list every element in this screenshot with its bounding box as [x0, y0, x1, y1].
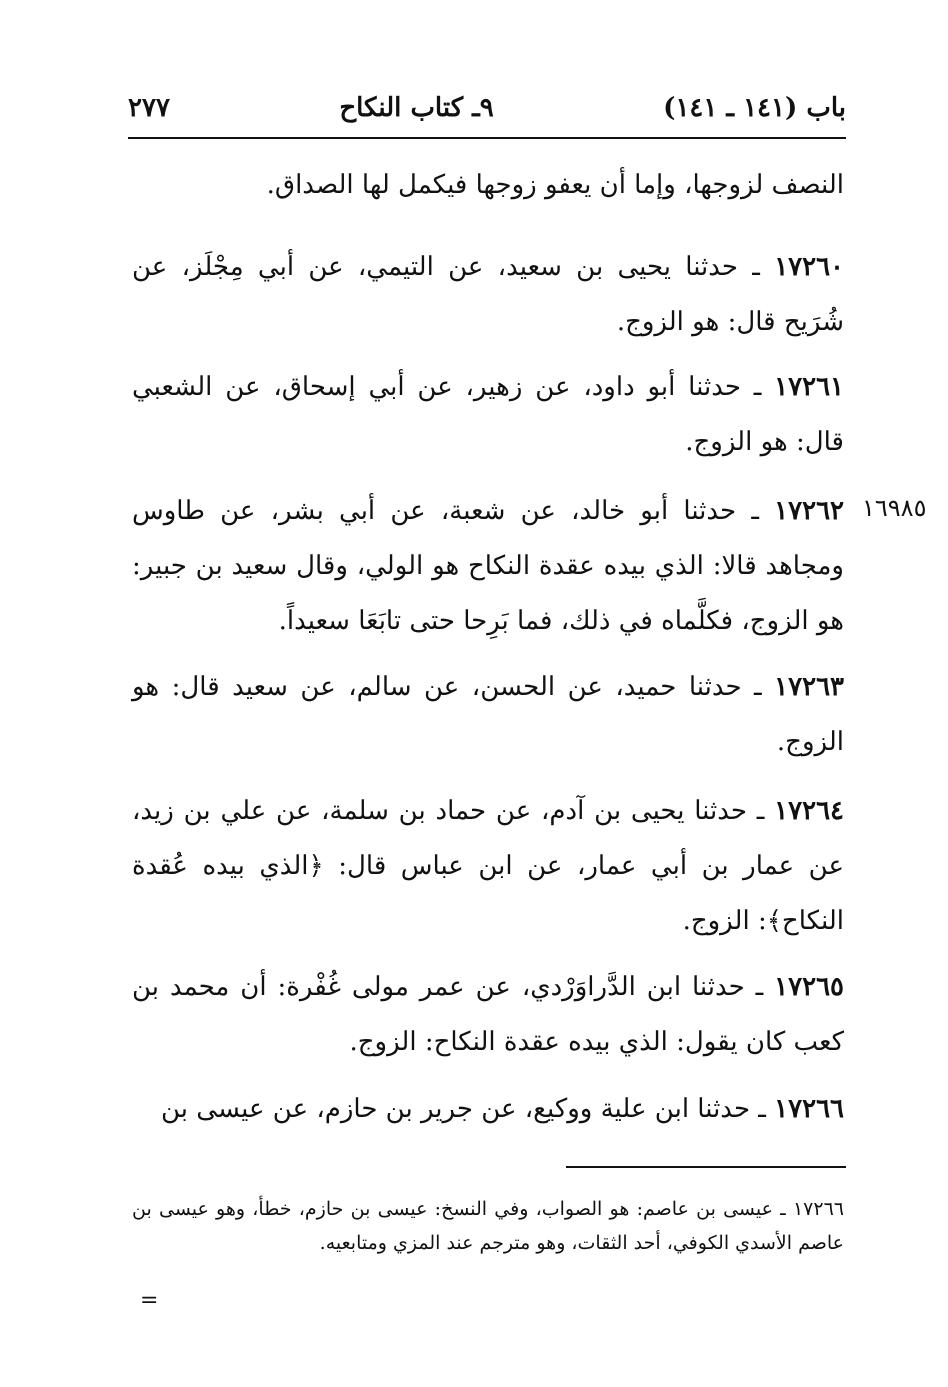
hadith-number: ١٧٢٦٤ — [774, 796, 844, 826]
chapter-label: باب (١٤١ ـ ١٤١) — [663, 93, 846, 123]
hadith-17266 — [132, 1082, 844, 1137]
hadith-text: ـ حدثنا حميد، عن الحسن، عن سالم، عن سعيد قال: هو الزوج. — [132, 672, 844, 757]
intro-paragraph: النصف لزوجها، وإما أن يعفو زوجها فيكمل لها الصداق. — [266, 170, 844, 200]
hadith-text: ـ حدثنا أبو خالد، عن شعبة، عن أبي بشر، عن طاوس ومجاهد قالا: الذي بيده عقدة النكاح هو الولي، وقال سعيد بن جبير: هو الزوج، فكلَّماه في ذلك، فما بَرِحا حتى تابَعَا سعيداً. — [132, 496, 844, 636]
hadith-text: ـ حدثنا يحيى بن سعيد، عن التيمي، عن أبي مِجْلَز، عن شُرَيح قال: هو الزوج. — [132, 252, 844, 337]
hadith-number: ١٧٢٦٣ — [774, 672, 844, 702]
hadith-text: ـ حدثنا أبو داود، عن زهير، عن أبي إسحاق، عن الشعبي قال: هو الزوج. — [132, 372, 844, 457]
header-rule — [128, 137, 846, 139]
hadith-17265 — [132, 960, 844, 1070]
hadith-17261 — [132, 360, 844, 470]
hadith-text: ـ حدثنا يحيى بن آدم، عن حماد بن سلمة، عن علي بن زيد، عن عمار بن أبي عمار، عن ابن عباس قال: ﴿الذي بيده عُقدة النكاح﴾: الزوج. — [132, 796, 844, 936]
hadith-number: ١٧٢٦٢ — [774, 496, 844, 526]
footnote: ١٧٢٦٦ ـ عيسى بن عاصم: هو الصواب، وفي النسخ: عيسى بن حازم، خطأ، وهو عيسى بن عاصم الأسدي الكوفي، أحد الثقات، وهو مترجم عند المزي ومتابعيه. — [132, 1198, 844, 1254]
hadith-text: ـ حدثنا ابن الدَّراوَرْدي، عن عمر مولى غُفْرة: أن محمد بن كعب كان يقول: الذي بيده عقدة النكاح: الزوج. — [132, 972, 844, 1057]
hadith-17263 — [132, 660, 844, 770]
hadith-number: ١٧٢٦٠ — [774, 252, 845, 282]
hadith-text: ـ حدثنا ابن علية ووكيع، عن جرير بن حازم، عن عيسى بن — [161, 1094, 775, 1124]
hadith-17262 — [132, 484, 844, 649]
hadith-number: ١٧٢٦١ — [774, 372, 844, 402]
hadith-17260 — [132, 240, 844, 350]
running-header — [128, 88, 846, 128]
footnote-rule — [566, 1166, 846, 1168]
hadith-number: ١٧٢٦٥ — [774, 972, 844, 1002]
margin-reference-number: ١٦٩٨٥ — [862, 494, 927, 522]
book-title: ٩ـ كتاب النكاح — [339, 93, 494, 123]
continuation-mark: = — [140, 1288, 159, 1313]
hadith-17264 — [132, 784, 844, 949]
page-number: ٢٧٧ — [128, 93, 170, 123]
hadith-number: ١٧٢٦٦ — [774, 1094, 844, 1124]
